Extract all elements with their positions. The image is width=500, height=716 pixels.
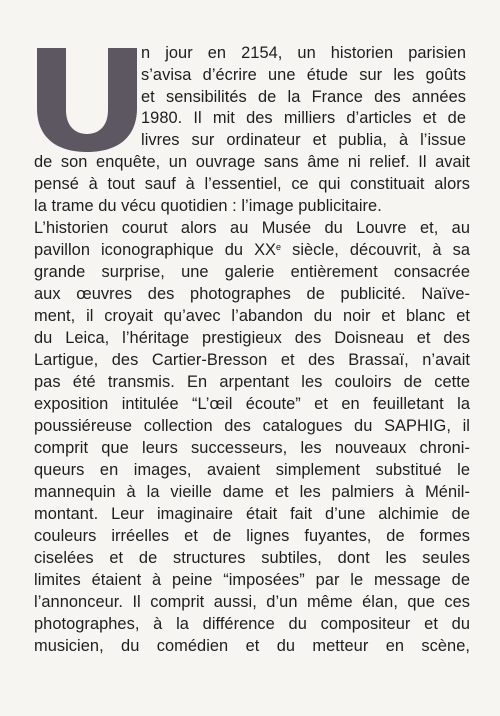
- text-line-10-end: siècle, découvrit, à sa: [281, 241, 470, 259]
- drop-cap-glyph: [33, 44, 141, 154]
- text-line-25: limites étaient à peine “imposées” par le message de: [34, 571, 470, 589]
- text-line-17: exposition intitulée “L’œil écoute” et en feuilletant la: [34, 395, 470, 413]
- text-line-18: poussiéreuse collection des catalogues du SAPHIG, il: [34, 417, 470, 435]
- text-line-22: montant. Leur imaginaire était fait d’une alchimie de: [34, 505, 470, 523]
- text-line-24: ciselées et de structures subtiles, dont les seules: [34, 549, 470, 567]
- text-line-12: aux œuvres des photographes de publicité. Naïve-: [34, 285, 470, 303]
- text-line-14: du Leica, l’héritage prestigieux des Doisneau et des: [34, 329, 470, 347]
- text-line-19: comprit que leurs successeurs, les nouveaux chroni-: [34, 439, 470, 457]
- text-line-2: s’avisa d’écrire une étude sur les goûts: [141, 66, 466, 84]
- text-line-7: pensé à tout sauf à l’essentiel, ce qui constituait alors: [34, 175, 470, 193]
- drop-cap: [33, 44, 141, 154]
- text-line-15: Lartigue, des Cartier-Bresson et des Brassaï, n’avait: [34, 351, 470, 369]
- text-line-20: queurs en images, avaient simplement substitué le: [34, 461, 470, 479]
- text-line-6: de son enquête, un ouvrage sans âme ni relief. Il avait: [34, 153, 470, 171]
- text-line-10: [34, 240, 470, 260]
- text-line-9: L’historien courut alors au Musée du Louvre et, au: [34, 219, 470, 237]
- text-line-5: livres sur ordinateur et publia, à l’issue: [141, 131, 466, 149]
- text-line-27: photographes, à la différence du compositeur et du: [34, 615, 470, 633]
- text-line-4: 1980. Il mit des milliers d’articles et de: [141, 109, 466, 127]
- superscript-e: e: [276, 242, 282, 252]
- text-line-23: couleurs irréelles et de lignes fuyantes, de formes: [34, 527, 470, 545]
- text-line-11: grande surprise, une galerie entièrement consacrée: [34, 263, 470, 281]
- text-line-1: n jour en 2154, un historien parisien: [141, 44, 466, 62]
- text-line-21: mannequin à la vieille dame et les palmiers à Ménil-: [34, 483, 470, 501]
- text-line-26: l’annonceur. Il comprit aussi, d’un même élan, que ces: [34, 593, 470, 611]
- text-line-16: pas été transmis. En arpentant les couloirs de cette: [34, 373, 470, 391]
- text-line-3: et sensibilités de la France des années: [141, 88, 466, 106]
- text-line-13: ment, il croyait qu’avec l’abandon du noir et blanc et: [34, 307, 470, 325]
- text-line-8: la trame du vécu quotidien : l’image publicitaire.: [34, 197, 382, 215]
- text-line-10-start: pavillon iconographique du XX: [34, 241, 277, 259]
- text-line-28: musicien, du comédien et du metteur en scène,: [34, 637, 470, 655]
